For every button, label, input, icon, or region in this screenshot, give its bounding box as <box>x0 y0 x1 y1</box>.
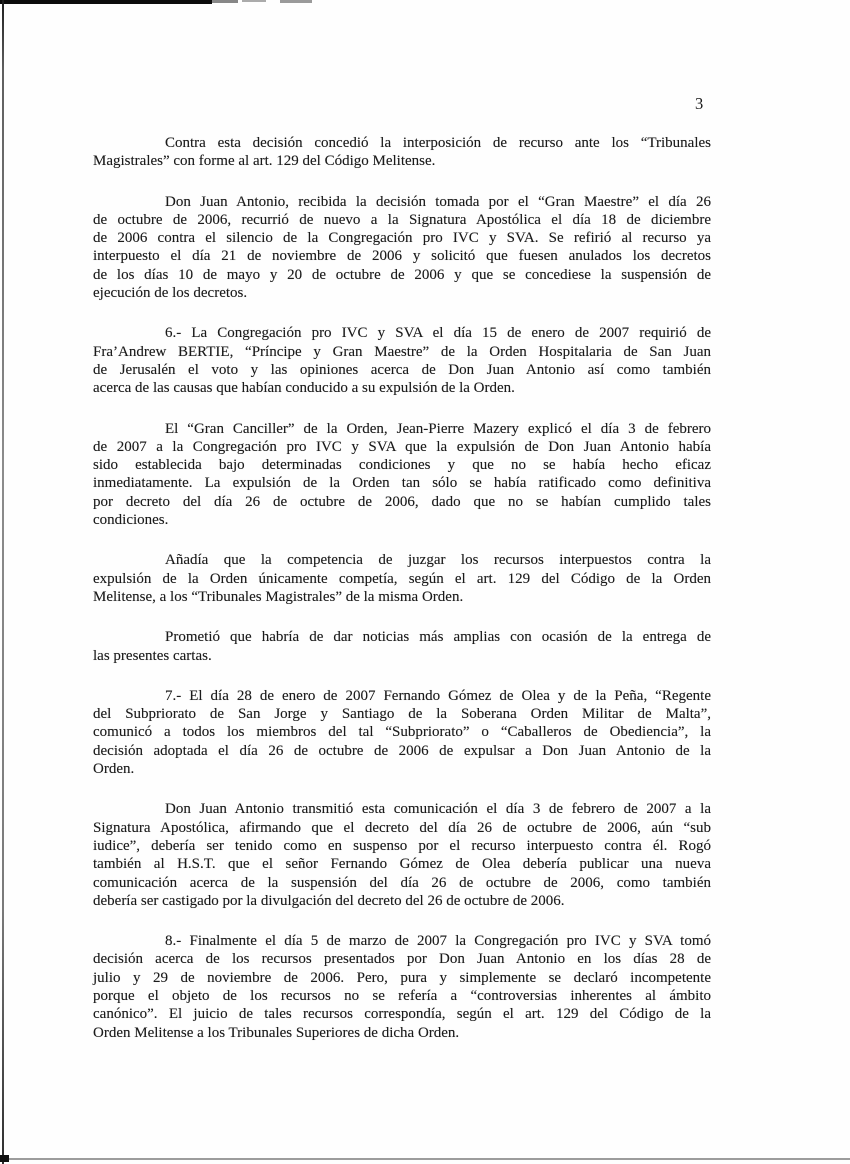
paragraph <box>93 324 711 397</box>
text-line: ejecución de los decretos. <box>93 285 248 302</box>
text-line: acerca de las causas que habían conducido a su expulsión de la Orden. <box>93 380 515 397</box>
paragraph <box>93 932 711 1042</box>
text-line: por decreto del día 26 de octubre de 2006, dado que no se habían cumplido tales <box>93 493 711 510</box>
text-line: Contra esta decisión concedió la interposición de recurso ante los “Tribunales <box>165 135 711 151</box>
text-line: expulsión de la Orden únicamente competía, según el art. 129 del Código de la Orden <box>93 570 711 587</box>
text-line: comunicación acerca de la suspensión del día 26 de octubre de 2006, como también <box>93 874 711 891</box>
text-line: Añadía que la competencia de juzgar los recursos interpuestos contra la <box>165 552 711 569</box>
text-line: porque el objeto de los recursos no se refería a “controversias inherentes al ámbito <box>93 987 711 1004</box>
text-line: Don Juan Antonio, recibida la decisión tomada por el “Gran Maestre” el día 26 <box>165 193 711 210</box>
text-line: Signatura Apostólica, afirmando que el decreto del día 26 de octubre de 2006, aún “sub <box>93 819 711 836</box>
text-line: interpuesto el día 21 de noviembre de 2006 y solicitó que fuesen anulados los decretos <box>93 248 711 265</box>
scan-artifact-top-smudge <box>280 0 312 3</box>
text-line: Orden. <box>93 761 135 778</box>
scan-artifact-bottom-edge-line <box>0 1158 850 1160</box>
text-line: Don Juan Antonio transmitió esta comunicación el día 3 de febrero de 2007 a la <box>165 801 711 818</box>
text-line: 7.- El día 28 de enero de 2007 Fernando Gómez de Olea y de la Peña, “Regente <box>165 687 711 704</box>
text-line: sido establecida bajo determinadas condiciones y que no se había hecho eficaz <box>93 457 711 474</box>
text-line: condiciones. <box>93 512 169 529</box>
text-line: comunicó a todos los miembros del tal “Subpriorato” o “Caballeros de Obediencia”, la <box>93 724 711 741</box>
paragraph <box>93 134 711 171</box>
text-line: canónico”. El juicio de tales recursos correspondía, según el art. 129 del Código de la <box>93 1006 711 1023</box>
scan-artifact-corner-mark <box>0 1155 9 1162</box>
scan-artifact-left-edge-line <box>2 0 4 1164</box>
paragraph <box>93 800 711 910</box>
page-number: 3 <box>695 94 704 113</box>
text-line: debería ser castigado por la divulgación del decreto del 26 de octubre de 2006. <box>93 892 565 909</box>
text-line: Magistrales” con forme al art. 129 del Código Melitense. <box>93 153 436 170</box>
paragraph <box>93 687 711 778</box>
text-line: las presentes cartas. <box>93 647 212 664</box>
paragraph <box>93 551 711 606</box>
text-line: decisión acerca de los recursos presentados por Don Juan Antonio en los días 28 de <box>93 951 711 968</box>
text-line: Fra’Andrew BERTIE, “Príncipe y Gran Maestre” de la Orden Hospitalaria de San Juan <box>93 343 711 360</box>
text-line: de 2007 a la Congregación pro IVC y SVA que la expulsión de Don Juan Antonio había <box>93 438 711 455</box>
paragraph <box>93 628 711 665</box>
text-line: de los días 10 de mayo y 20 de octubre de 2006 y que se concediese la suspensión de <box>93 266 711 283</box>
text-line: Melitense, a los “Tribunales Magistrales” de la misma Orden. <box>93 588 464 605</box>
text-line: de 2006 contra el silencio de la Congregación pro IVC y SVA. Se refirió al recurso ya <box>93 230 711 247</box>
document-body <box>93 134 711 1064</box>
text-line: decisión adoptada el día 26 de octubre de 2006 de expulsar a Don Juan Antonio de la <box>93 742 711 759</box>
text-line: también al H.S.T. que el señor Fernando Gómez de Olea debería publicar una nueva <box>93 856 711 873</box>
scan-artifact-top-smudge <box>212 0 238 3</box>
paragraph <box>93 193 711 303</box>
text-line: del Subpriorato de San Jorge y Santiago de la Soberana Orden Militar de Malta”, <box>93 706 711 723</box>
paragraph <box>93 420 711 530</box>
text-line: Orden Melitense a los Tribunales Superiores de dicha Orden. <box>93 1024 460 1041</box>
text-line: 8.- Finalmente el día 5 de marzo de 2007 la Congregación pro IVC y SVA tomó <box>165 933 711 950</box>
text-line: de octubre de 2006, recurrió de nuevo a la Signatura Apostólica el día 18 de diciembre <box>93 211 711 228</box>
text-line: iudice”, debería ser tenido como en suspenso por el recurso interpuesto contra él. Rogó <box>93 837 711 854</box>
text-line: de Jerusalén el voto y las opiniones acerca de Don Juan Antonio así como también <box>93 361 711 378</box>
text-line: Prometió que habría de dar noticias más amplias con ocasión de la entrega de <box>165 629 711 646</box>
text-line: El “Gran Canciller” de la Orden, Jean-Pierre Mazery explicó el día 3 de febrero <box>165 420 711 437</box>
text-line: 6.- La Congregación pro IVC y SVA el día 15 de enero de 2007 requirió de <box>165 325 711 342</box>
text-line: julio y 29 de noviembre de 2006. Pero, pura y simplemente se declaró incompetente <box>93 969 711 986</box>
scan-artifact-top-bar <box>0 0 212 4</box>
scan-artifact-top-smudge <box>242 0 266 2</box>
text-line: inmediatamente. La expulsión de la Orden tan sólo se había ratificado como definitiva <box>93 475 711 492</box>
